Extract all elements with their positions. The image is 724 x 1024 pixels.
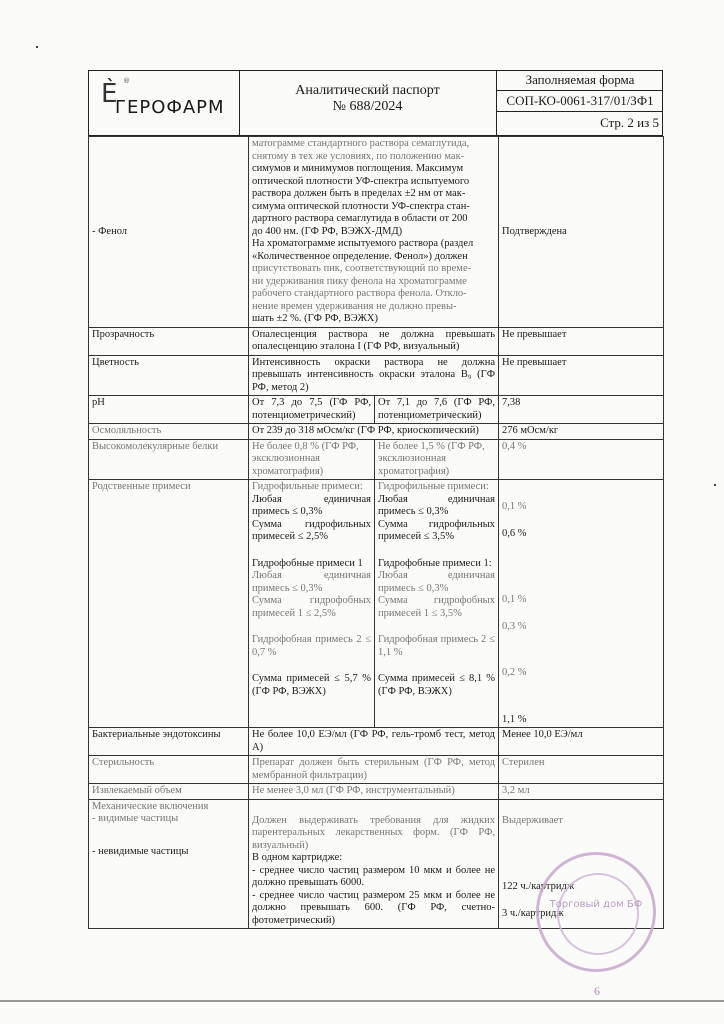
req-line: симумов и минимумов поглощения. Максимум	[252, 163, 464, 174]
requirement-shelf-life: Не более 1,5 % (ГФ РФ, эксклюзионная хроматография)	[375, 439, 499, 480]
impurity-head: Гидрофильные примеси:	[378, 481, 489, 492]
requirement: Не менее 3,0 мл (ГФ РФ, инструментальный)	[249, 784, 499, 800]
handwritten-page-number: 6	[594, 984, 600, 998]
row-name: - Фенол	[89, 137, 249, 328]
page-bottom-rule	[0, 1000, 724, 1002]
table-row-osmolality	[89, 424, 664, 440]
logo-text: ГЕРОФАРМ	[115, 97, 225, 118]
req-line: матограмме стандартного раствора семаглутида,	[252, 138, 470, 149]
result-value: Менее 10,0 ЕЭ/мл	[499, 728, 664, 756]
title-line: Аналитический паспорт	[295, 83, 440, 98]
result-value: Выдерживает	[502, 814, 563, 826]
visible-particles-label: - видимые частицы	[92, 813, 179, 824]
result-value: 0,6 %	[502, 527, 527, 539]
row-name: Высокомолекулярные белки	[89, 439, 249, 480]
table-row-sterility	[89, 756, 664, 784]
form-code: СОП-КО-0061-317/01/ЗФ1	[497, 91, 663, 112]
req-line: На хроматограмме испытуемого раствора (раздел	[252, 238, 474, 249]
requirement	[249, 799, 499, 929]
impurity-spec: Любая единичная примесь ≤ 0,3%	[378, 570, 495, 594]
req-line: дартного раствора семаглутида в области от 200	[252, 213, 468, 224]
impurity-head: Гидрофобные примеси 1:	[378, 557, 492, 569]
logo-registered-mark: ®	[123, 77, 130, 85]
req-line: нение времен удерживания не должно превы-	[252, 300, 457, 312]
req-visible: Должен выдерживать требования для жидких парентеральных лекарственных форм. (ГФ РФ, визуальный)	[252, 814, 495, 851]
passport-number: № 688/2024	[332, 99, 403, 114]
result-value: 1,1 %	[502, 713, 527, 725]
requirement-release: Не более 0,8 % (ГФ РФ, эксклюзионная хроматография)	[249, 439, 375, 480]
phenol-requirement	[249, 137, 499, 328]
req-intro: В одном картридже:	[252, 852, 343, 863]
row-name: Стерильность	[89, 756, 249, 784]
impurity-head: Гидрофобные примеси 1	[252, 557, 363, 569]
document-header	[88, 70, 663, 136]
req-line: рабочего стандартного раствора фенола. Откло-	[252, 288, 467, 299]
company-logo	[89, 71, 240, 135]
table-row-endotoxins	[89, 728, 664, 756]
stamp-inner-ring	[557, 873, 639, 955]
impurity-spec: Любая единичная примесь ≤ 0,3%	[252, 570, 371, 594]
speck	[36, 46, 38, 48]
impurity-head: Гидрофильные примеси:	[252, 481, 363, 492]
result-value: 0,4 %	[499, 439, 664, 480]
result-value: 3 ч./картридж	[502, 907, 564, 919]
impurity-spec: Сумма гидрофильных примесей ≤ 3,5%	[378, 518, 495, 542]
table-row-phenol	[89, 137, 664, 328]
result-value: 0,1 %	[502, 594, 527, 605]
req-line: «Количественное определение. Фенол») должен	[252, 250, 468, 262]
impurity-spec: Гидрофобная примесь 2 ≤ 0,7 %	[252, 634, 371, 658]
req-line: снятому в тех же условиях, по положению мак-	[252, 150, 465, 162]
impurity-results	[499, 480, 664, 728]
result-value: 0,1 %	[502, 501, 527, 512]
req-line: симума оптической плотности УФ-спектра стан-	[252, 200, 470, 212]
row-name: Родственные примеси	[89, 480, 249, 728]
req-line: оптической плотности УФ-спектра испытуемого	[252, 175, 470, 187]
document-title	[239, 71, 497, 135]
result-value: 3,2 мл	[499, 784, 664, 800]
page-counter: Стр. 2 из 5	[600, 115, 659, 130]
stamp-text: Торговый дом БФ	[549, 899, 643, 910]
row-name	[89, 799, 249, 929]
result-value: 0,2 %	[502, 667, 527, 678]
impurity-spec: Сумма гидрофильных примесей ≤ 2,5%	[252, 518, 371, 542]
table-row-ph	[89, 396, 664, 424]
invisible-particles-label: - невидимые частицы	[92, 845, 189, 857]
impurity-spec: Гидрофобная примесь 2 ≤ 1,1 %	[378, 634, 495, 658]
company-stamp	[536, 852, 656, 972]
requirement-release: От 7,3 до 7,5 (ГФ РФ, потенциометрический)	[249, 396, 375, 424]
specification-table	[88, 136, 664, 929]
logo-mark-icon: Ѐ	[101, 79, 118, 109]
requirement-shelf-life: От 7,1 до 7,6 (ГФ РФ, потенциометрический)	[375, 396, 499, 424]
table-row-related-impurities	[89, 480, 664, 728]
requirement: Препарат должен быть стерильным (ГФ РФ, метод мембранной фильтрации)	[249, 756, 499, 784]
row-name: Извлекаемый объем	[89, 784, 249, 800]
row-name: Бактериальные эндотоксины	[89, 728, 249, 756]
result-value: 276 мОсм/кг	[499, 424, 664, 440]
impurity-total: Сумма примесей ≤ 5,7 % (ГФ РФ, ВЭЖХ)	[252, 673, 371, 697]
mechanical-title: Механические включения	[92, 800, 209, 812]
form-info	[497, 71, 663, 135]
table-row-transparency	[89, 327, 664, 355]
impurity-spec: Любая единичная примесь ≤ 0,3%	[252, 493, 371, 517]
result-value: Подтверждена	[499, 137, 664, 328]
requirement: Интенсивность окраски раствора не должна превышать интенсивность окраски эталона B₉ (ГФ РФ, метод 2)	[249, 355, 499, 396]
requirement-shelf-life	[375, 480, 499, 728]
result-value: 122 ч./картридж	[502, 881, 575, 892]
requirement: Опалесценция раствора не должна превышать опалесценцию эталона I (ГФ РФ, визуальный)	[249, 327, 499, 355]
row-name: pH	[89, 396, 249, 424]
impurity-spec: Любая единичная примесь ≤ 0,3%	[378, 493, 495, 517]
req-10um: - среднее число частиц размером 10 мкм и более не должно превышать 6000.	[252, 864, 495, 888]
req-25um: - среднее число частиц размером 25 мкм и более не должно превышать 600. (ГФ РФ, счетно-фотометрический)	[252, 889, 495, 926]
result-value: Стерилен	[499, 756, 664, 784]
impurity-spec: Сумма гидрофобных примесей 1 ≤ 2,5%	[252, 595, 371, 619]
result-value: Не превышает	[499, 327, 664, 355]
result-value: 7,38	[499, 396, 664, 424]
row-name: Прозрачность	[89, 327, 249, 355]
req-line: ни удерживания пику фенола на хроматограмме	[252, 275, 467, 287]
requirement-release	[249, 480, 375, 728]
table-row-volume	[89, 784, 664, 800]
table-row-hmw-proteins	[89, 439, 664, 480]
req-line: присутствовать пик, соответствующий по време-	[252, 263, 472, 274]
requirement: Не более 10,0 ЕЭ/мл (ГФ РФ, гель-тромб тест, метод А)	[249, 728, 499, 756]
requirement: От 239 до 318 мОсм/кг (ГФ РФ, криоскопический)	[249, 424, 499, 440]
impurity-spec: Сумма гидрофобных примесей 1 ≤ 3,5%	[378, 595, 495, 619]
impurity-total: Сумма примесей ≤ 8,1 % (ГФ РФ, ВЭЖХ)	[378, 673, 495, 697]
form-label: Заполняемая форма	[497, 71, 663, 91]
req-line: шать ±2 %. (ГФ РФ, ВЭЖХ)	[252, 313, 378, 324]
speck	[714, 484, 716, 486]
req-line: раствора должен быть в пределах ±2 нм от мак-	[252, 188, 466, 199]
row-name: Цветность	[89, 355, 249, 396]
row-name: Осмоляльность	[89, 424, 249, 440]
req-line: до 400 нм. (ГФ РФ, ВЭЖХ-ДМД)	[252, 225, 403, 237]
result-value: 0,3 %	[502, 620, 527, 632]
result-value: Не превышает	[499, 355, 664, 396]
table-row-color	[89, 355, 664, 396]
